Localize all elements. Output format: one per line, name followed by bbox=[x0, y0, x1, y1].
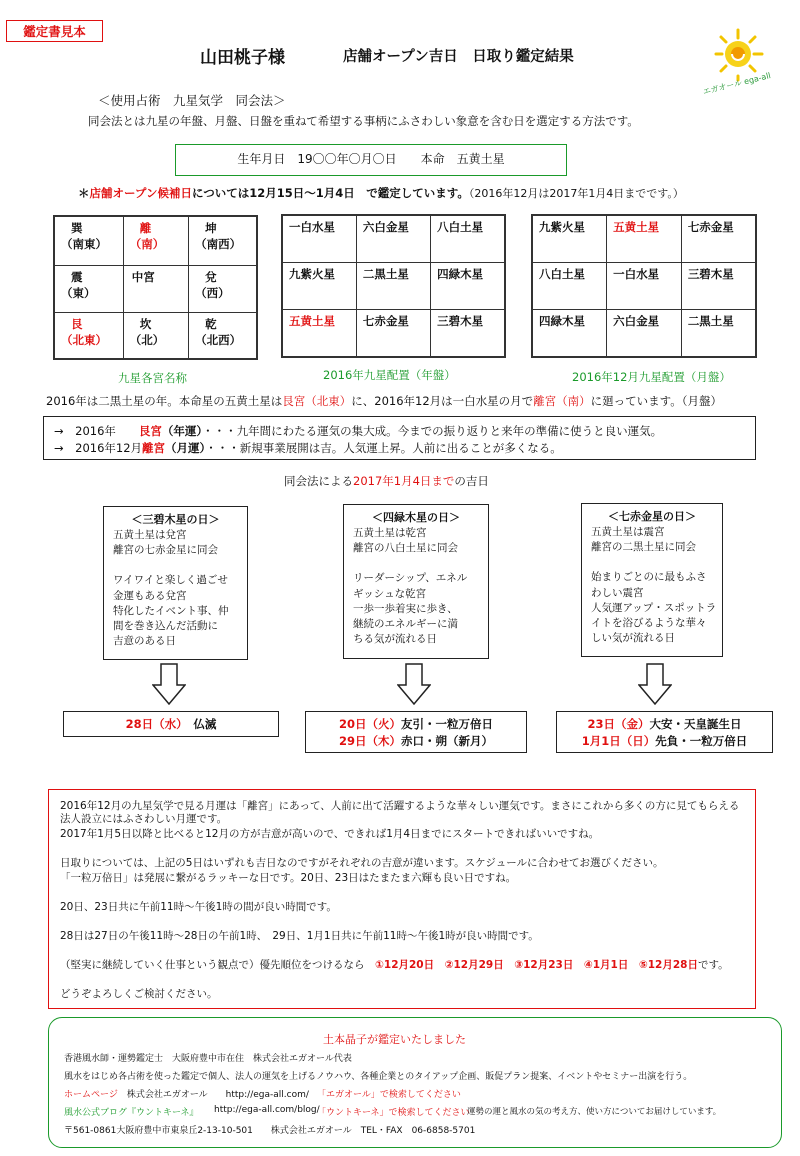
star-cell: 九紫火星 bbox=[532, 215, 607, 262]
profile-footer bbox=[48, 1017, 782, 1148]
candidate-label: 店舗オープン候補日 bbox=[89, 186, 192, 200]
card-line: 特化したイベント事、仲 bbox=[113, 604, 229, 617]
result-line bbox=[306, 733, 526, 750]
palace-name: 中宮 bbox=[131, 269, 155, 284]
card-line: ギッシュな乾宮 bbox=[353, 587, 427, 600]
card-line: 人気運アップ・スポットラ bbox=[591, 601, 717, 614]
result-date: 23日（金） bbox=[587, 717, 650, 731]
advice-p3b: 「一粒万倍日」は発展に繋がるラッキーな日です。20日、23日はたまたま六輝も良い日ですね。 bbox=[60, 872, 517, 884]
star-cell: 九紫火星 bbox=[282, 262, 356, 309]
month-caption: 2016年12月九星配置（月盤） bbox=[572, 370, 731, 384]
palace-name: 坤 bbox=[205, 221, 217, 235]
card-line: イトを浴びるような華々 bbox=[591, 617, 707, 630]
result-box-3 bbox=[556, 711, 773, 753]
homepage-link[interactable]: ホームページ bbox=[64, 1090, 118, 1100]
year-grid bbox=[281, 214, 506, 358]
method-description: 同会法とは九星の年盤、月盤、日盤を重ねて希望する事柄にふさわしい象意を含む日を選定する方法です。 bbox=[88, 114, 639, 128]
palace-name: 艮 bbox=[71, 316, 83, 331]
candidate-note: ＊店舗オープン候補日については12月15日～1月4日 で鑑定しています。（2016年12月は2017年1月4日までです。） bbox=[78, 186, 684, 200]
grid-row bbox=[532, 309, 756, 357]
card-line: ワイワイと楽しく過ごせ bbox=[113, 574, 228, 587]
star-cell: 七赤金星 bbox=[681, 215, 756, 262]
result-box-2 bbox=[305, 711, 527, 753]
card-body bbox=[344, 525, 488, 647]
card-line: 一歩一歩着実に歩き、 bbox=[353, 602, 458, 615]
sample-stamp: 鑑定書見本 bbox=[6, 20, 103, 42]
card-line: 吉意のある日 bbox=[113, 635, 176, 648]
blog-url[interactable]: http://ega-all.com/blog/ bbox=[214, 1105, 320, 1115]
card-line: 五黄土星は震宮 bbox=[591, 526, 665, 538]
fortune-box bbox=[43, 416, 756, 460]
method-heading: ＜使用占術 九星気学 同会法＞ bbox=[98, 93, 286, 108]
down-arrow-icon bbox=[152, 663, 186, 705]
result-detail: 大安・天皇誕生日 bbox=[649, 717, 742, 731]
palace-direction: （北西） bbox=[195, 332, 242, 347]
card-line bbox=[591, 555, 722, 570]
palace-cell bbox=[123, 312, 188, 359]
advice-p4: 20日、23日共に午前11時～午後1時の間が良い時間です。 bbox=[60, 901, 337, 913]
star-cell: 五黄土星 bbox=[282, 309, 356, 357]
summary-line: 2016年は二黒土星の年。本命星の五黄土星は艮宮（北東）に、2016年12月は一白水星の月で離宮（南）に廻っています。（月盤） bbox=[46, 394, 723, 408]
card-line: 離宮の二黒土星に同会 bbox=[591, 541, 696, 554]
star-cell: 一白水星 bbox=[282, 215, 356, 262]
blog-search: 「ウントキーネ」で検索してください bbox=[317, 1108, 470, 1118]
fortune-month: → 2016年12月離宮（月運）・・・新規事業展開は吉。人気運上昇。人前に出ることが多くなる。 bbox=[54, 441, 562, 455]
card-title: ＜三碧木星の日＞ bbox=[131, 513, 220, 526]
palace-direction: （東） bbox=[61, 285, 96, 300]
footer-profile: 香港風水師・運勢鑑定士 大阪府豊中市在住 株式会社エガオール代表 bbox=[64, 1054, 352, 1064]
card-line: リーダーシップ、エネル bbox=[353, 572, 468, 585]
month-grid bbox=[531, 214, 757, 358]
star-card-shiroku bbox=[343, 504, 489, 659]
star-cell: 二黒土星 bbox=[356, 262, 430, 309]
star-cell: 六白金星 bbox=[356, 215, 430, 262]
grid-row bbox=[282, 262, 505, 309]
card-line: 五黄土星は兌宮 bbox=[113, 529, 187, 541]
palace-cell bbox=[189, 265, 257, 312]
client-name: 山田桃子様 bbox=[200, 48, 285, 68]
down-arrow-icon bbox=[397, 663, 431, 705]
card-line: 五黄土星は乾宮 bbox=[353, 527, 427, 539]
palace-cell bbox=[123, 265, 188, 312]
footer-services: 風水をはじめ各占術を使った鑑定で個人、法人の運気を上げるノウハウ、各種企業とのタイアップ企画、販促プラン提案、イベントやセミナー出演を行う。 bbox=[64, 1072, 693, 1082]
palace-cell bbox=[123, 216, 188, 265]
card-title: ＜四緑木星の日＞ bbox=[372, 511, 460, 524]
result-date: 1月1日（日） bbox=[581, 734, 656, 748]
advice-p1a: 2016年12月の九星気学で見る月運は「離宮」にあって、人前に出て活躍するような華々しい運気です。まさにこれから多くの方に見てもらえる bbox=[60, 800, 740, 812]
palace-name: 巽 bbox=[71, 221, 83, 235]
palace-direction: （北東） bbox=[61, 332, 107, 347]
palace-direction: （南） bbox=[129, 237, 165, 251]
sun-logo bbox=[701, 28, 772, 97]
star-cell: 五黄土星 bbox=[607, 215, 682, 262]
advice-box bbox=[48, 789, 756, 1009]
palace-name: 震 bbox=[71, 269, 83, 284]
grid-row bbox=[532, 215, 756, 262]
grid-row bbox=[54, 216, 257, 265]
card-body bbox=[582, 524, 722, 646]
card-line: 始まりごとのに最もふさ bbox=[591, 571, 707, 584]
star-card-sanpeki bbox=[103, 506, 248, 660]
advice-p2: 2017年1月5日以降と比べると12月の方が吉意が高いので、できれば1月4日までにスタートできればいいですね。 bbox=[60, 828, 600, 840]
card-line: ちる気が流れる日 bbox=[353, 633, 437, 646]
palace-caption: 九星各宮名称 bbox=[118, 371, 187, 385]
lucky-heading: 同会法による2017年1月4日までの吉日 bbox=[284, 474, 489, 488]
result-date: 28日（水） bbox=[125, 717, 182, 731]
star-cell: 四緑木星 bbox=[532, 309, 607, 357]
result-detail: 先負・一粒万倍日 bbox=[655, 734, 748, 748]
card-line: しい気が流れる日 bbox=[591, 632, 675, 645]
star-cell: 八白土星 bbox=[431, 215, 505, 262]
blog-desc: 運勢の運と風水の気の考え方、使い方についてお届けしています。 bbox=[467, 1107, 722, 1117]
card-body bbox=[104, 527, 247, 649]
card-line: わしい震宮 bbox=[591, 586, 644, 599]
fortune-year: → 2016年 艮宮（年運）・・・九年間にわたる運気の集大成。今までの振り返りと来年の準備に使うと良い運気。 bbox=[54, 424, 663, 438]
palace-direction: （南東） bbox=[61, 237, 107, 251]
result-date: 20日（火） bbox=[338, 717, 401, 731]
grid-row bbox=[54, 265, 257, 312]
year-caption: 2016年九星配置（年盤） bbox=[323, 368, 456, 382]
card-line: 間を巻き込んだ活動に bbox=[113, 620, 218, 633]
result-detail: 赤口・朔（新月） bbox=[401, 734, 493, 748]
card-line: 離宮の八白土星に同会 bbox=[353, 542, 458, 555]
grid-row bbox=[532, 262, 756, 309]
result-line bbox=[557, 716, 772, 733]
star-cell: 八白土星 bbox=[532, 262, 607, 309]
page-title: 店舗オープン吉日 日取り鑑定結果 bbox=[343, 49, 574, 65]
footer-address: 〒561-0861大阪府豊中市東泉丘2-13-10-501 株式会社エガオール TEL・FAX 06-6858-5701 bbox=[64, 1126, 476, 1136]
star-cell: 三碧木星 bbox=[431, 309, 505, 357]
palace-direction: （北） bbox=[129, 332, 165, 347]
palace-name: 離 bbox=[139, 221, 152, 235]
palace-cell bbox=[189, 312, 257, 359]
result-line bbox=[557, 733, 772, 750]
star-cell: 六白金星 bbox=[607, 309, 682, 357]
advice-p6: （堅実に継続していく仕事という観点で）優先順位をつけるなら ①12月20日 ②12月29日 ③12月23日 ④1月1日 ⑤12月28日です。 bbox=[60, 959, 729, 971]
result-box-1 bbox=[63, 711, 279, 737]
palace-name: 乾 bbox=[205, 316, 217, 331]
palace-direction: （南西） bbox=[195, 237, 242, 251]
palace-cell bbox=[54, 216, 123, 265]
card-title: ＜七赤金星の日＞ bbox=[608, 510, 696, 523]
birth-box: 生年月日 19〇〇年〇月〇日 本命 五黄土星 bbox=[175, 144, 567, 176]
logo-text: エガオール ega-all bbox=[701, 71, 772, 97]
star-card-shichiseki bbox=[581, 503, 723, 657]
advice-p5: 28日は27日の午後11時～28日の午前1時、 29日、1月1日共に午前11時～午後1時が良い時間です。 bbox=[60, 930, 539, 942]
card-line: 継続のエネルギーに満 bbox=[353, 618, 458, 631]
card-line bbox=[353, 556, 488, 571]
footer-title: 土本晶子が鑑定いたしました bbox=[323, 1033, 466, 1046]
palace-name: 坎 bbox=[139, 316, 152, 331]
star-cell: 七赤金星 bbox=[356, 309, 430, 357]
star-cell: 三碧木星 bbox=[681, 262, 756, 309]
grid-row bbox=[282, 215, 505, 262]
grid-row bbox=[54, 312, 257, 359]
palace-cell bbox=[54, 265, 123, 312]
result-line bbox=[306, 716, 526, 733]
advice-p1b: 法人設立にはふさわしい月運です。 bbox=[60, 813, 228, 825]
homepage-search: 「エガオール」で検索してください bbox=[317, 1090, 461, 1100]
advice-p7: どうぞよろしくご検討ください。 bbox=[60, 988, 218, 1000]
palace-grid bbox=[53, 215, 258, 360]
grid-row bbox=[282, 309, 505, 357]
star-cell: 一白水星 bbox=[607, 262, 682, 309]
result-line bbox=[64, 716, 278, 733]
advice-p3a: 日取りについては、上記の5日はいずれも吉日なのですがそれぞれの吉意が違います。スケジュールに合わせてお選びください。 bbox=[60, 857, 664, 869]
palace-cell bbox=[189, 216, 257, 265]
card-line: 離宮の七赤金星に同会 bbox=[113, 544, 218, 557]
result-detail: 仏滅 bbox=[181, 717, 217, 731]
down-arrow-icon bbox=[638, 663, 672, 705]
card-line: 金運もある兌宮 bbox=[113, 589, 187, 602]
blog-link[interactable]: 風水公式ブログ『ウントキーネ』 bbox=[64, 1108, 199, 1118]
result-date: 29日（木） bbox=[338, 734, 401, 748]
star-cell: 四緑木星 bbox=[431, 262, 505, 309]
card-line bbox=[113, 558, 247, 573]
result-detail: 友引・一粒万倍日 bbox=[401, 717, 493, 731]
footer-homepage: ホームページ 株式会社エガオール http://ega-all.com/ bbox=[64, 1090, 309, 1100]
palace-cell bbox=[54, 312, 123, 359]
star-cell: 二黒土星 bbox=[681, 309, 756, 357]
palace-direction: （西） bbox=[195, 285, 230, 300]
palace-name: 兌 bbox=[205, 269, 217, 284]
